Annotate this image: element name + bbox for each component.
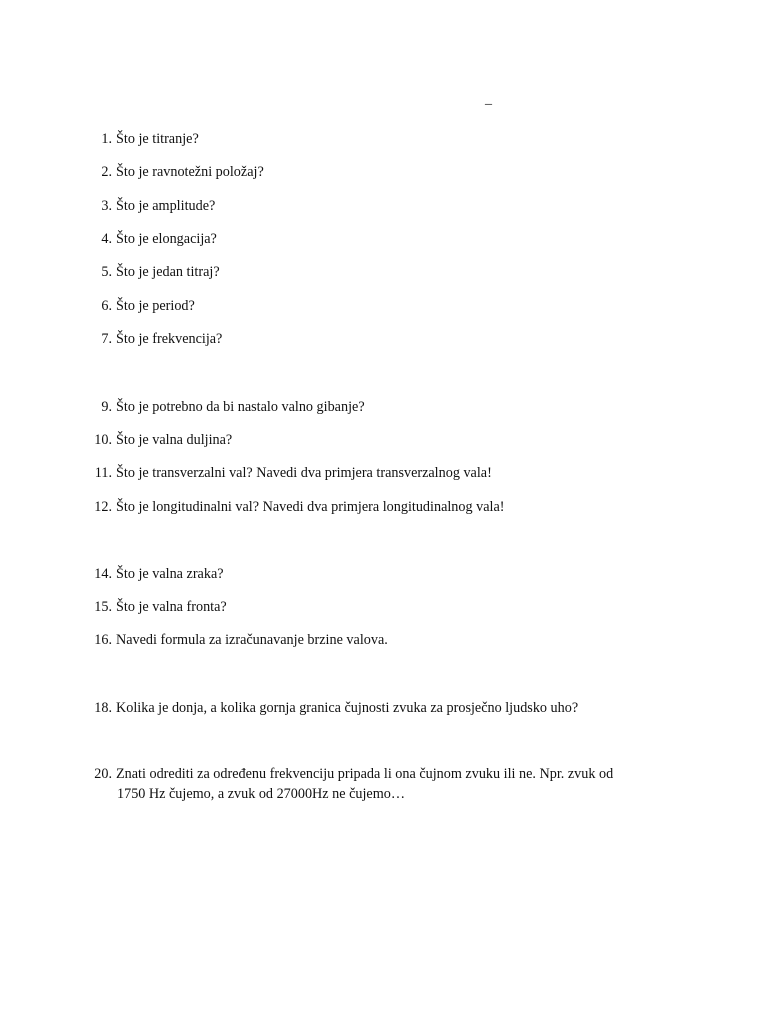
question-text: Što je transverzalni val? Navedi dva primjera transverzalnog vala! bbox=[116, 465, 492, 481]
question-number: 9. bbox=[101, 399, 112, 415]
question-number: 7. bbox=[101, 331, 112, 347]
question-item bbox=[84, 296, 684, 316]
question-number: 11. bbox=[94, 465, 112, 481]
question-number: 5. bbox=[101, 264, 112, 280]
question-text: Što je longitudinalni val? Navedi dva primjera longitudinalnog vala! bbox=[116, 499, 505, 515]
question-item bbox=[84, 497, 684, 517]
question-number: 2. bbox=[101, 164, 112, 180]
question-text: Što je titranje? bbox=[116, 131, 199, 147]
question-item bbox=[84, 463, 684, 483]
question-text-continuation: 1750 Hz čujemo, a zvuk od 27000Hz ne čujemo… bbox=[117, 786, 406, 802]
question-text: Znati odrediti za određenu frekvenciju pripada li ona čujnom zvuku ili ne. Npr. zvuk od bbox=[116, 766, 614, 782]
question-item bbox=[84, 698, 684, 718]
question-text: Što je ravnotežni položaj? bbox=[116, 164, 264, 180]
question-item bbox=[84, 129, 684, 149]
question-number: 1. bbox=[101, 131, 112, 147]
question-text: Što je elongacija? bbox=[116, 231, 217, 247]
question-item bbox=[84, 162, 684, 182]
question-item bbox=[84, 397, 684, 417]
question-text: Što je valna zraka? bbox=[116, 566, 224, 582]
question-number: 4. bbox=[101, 231, 112, 247]
question-number: 14. bbox=[94, 566, 112, 582]
question-text: Navedi formula za izračunavanje brzine valova. bbox=[116, 632, 388, 648]
question-item bbox=[84, 262, 684, 282]
question-number: 18. bbox=[94, 700, 112, 716]
question-item bbox=[84, 597, 684, 617]
question-text: Što je valna fronta? bbox=[116, 599, 227, 615]
question-number: 10. bbox=[94, 432, 112, 448]
question-text: Što je potrebno da bi nastalo valno gibanje? bbox=[116, 399, 365, 415]
question-text: Što je frekvencija? bbox=[116, 331, 223, 347]
question-item bbox=[84, 196, 684, 216]
question-number: 16. bbox=[94, 632, 112, 648]
question-number: 15. bbox=[94, 599, 112, 615]
question-text: Što je jedan titraj? bbox=[116, 264, 220, 280]
question-item bbox=[84, 630, 684, 650]
question-item bbox=[84, 430, 684, 450]
question-number: 20. bbox=[94, 766, 112, 782]
question-text: Što je period? bbox=[116, 298, 195, 314]
question-item bbox=[84, 564, 684, 584]
question-number: 6. bbox=[101, 298, 112, 314]
question-item bbox=[84, 329, 684, 349]
header-dash: _ bbox=[485, 92, 492, 107]
question-text: Kolika je donja, a kolika gornja granica čujnosti zvuka za prosječno ljudsko uho? bbox=[116, 700, 579, 716]
question-text: Što je valna duljina? bbox=[116, 432, 233, 448]
question-number: 3. bbox=[101, 198, 112, 214]
question-text: Što je amplitude? bbox=[116, 198, 216, 214]
question-number: 12. bbox=[94, 499, 112, 515]
question-item bbox=[84, 229, 684, 249]
question-item bbox=[84, 764, 684, 804]
